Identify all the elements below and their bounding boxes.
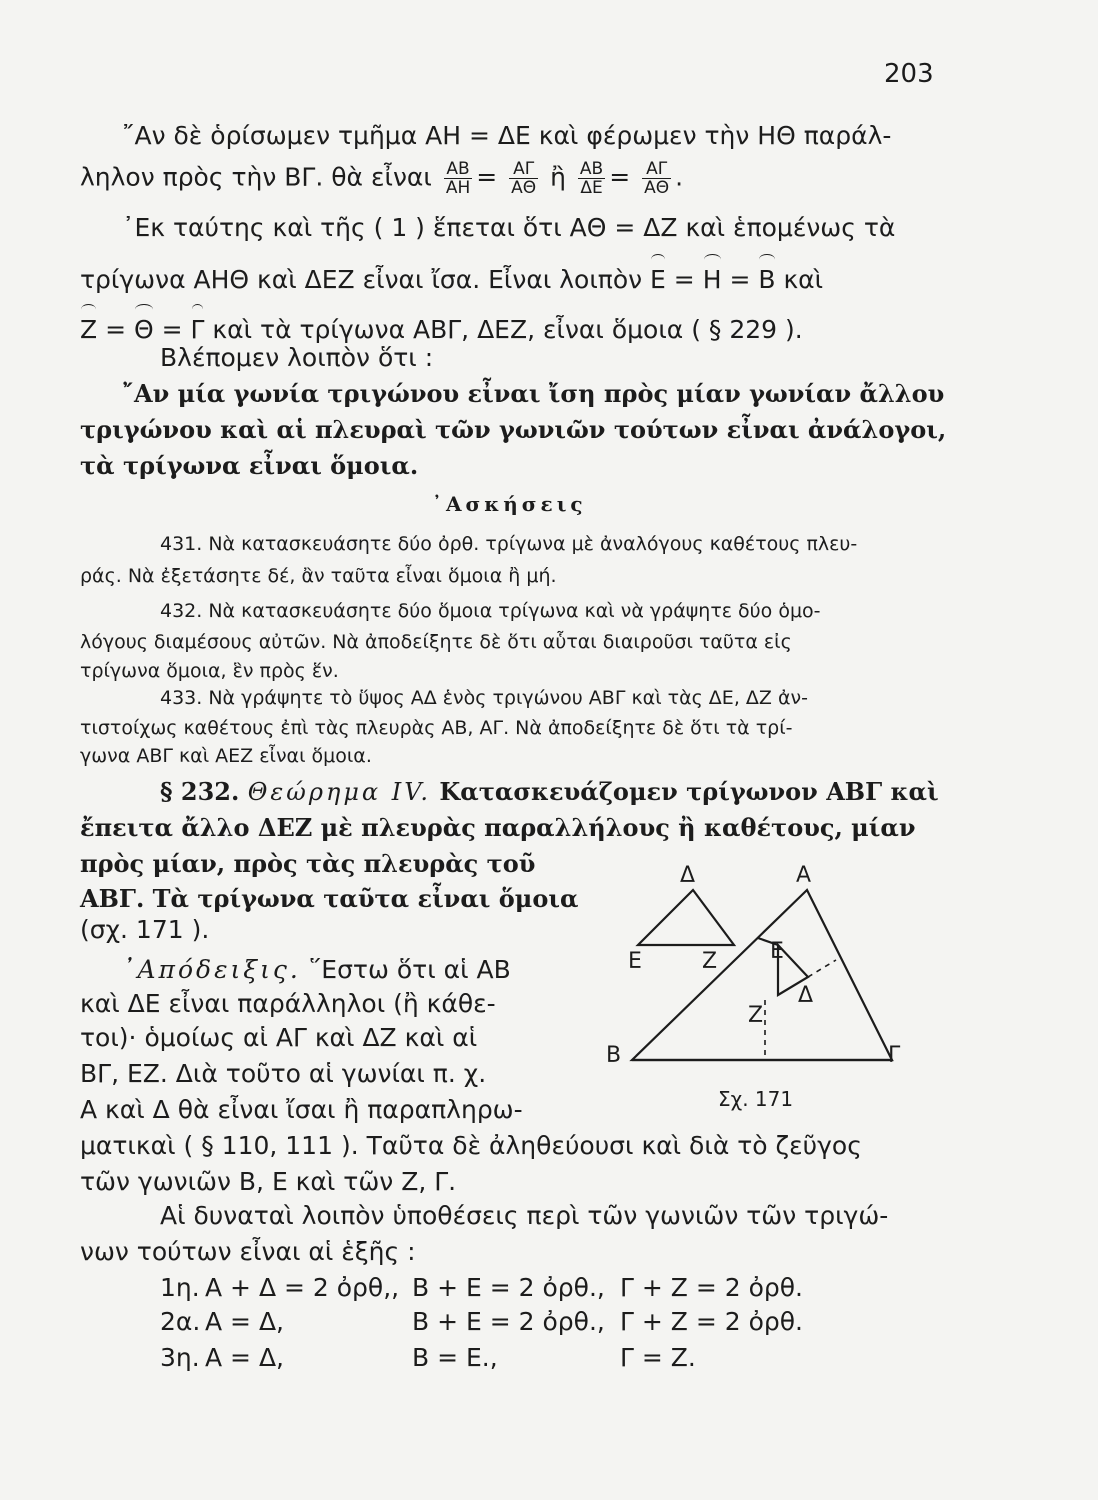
label-small-left: Ε xyxy=(628,949,642,974)
page-number: 203 xyxy=(884,59,934,89)
or-word: ἢ xyxy=(550,162,566,192)
theorem-line-2: τριγώνου καὶ αἱ πλευραὶ τῶν γωνιῶν τούτων εἶναι ἀνάλογοι, xyxy=(80,415,947,444)
label-inner-e: Ε xyxy=(770,939,784,964)
period: . xyxy=(675,162,684,192)
para1-line4: τρίγωνα ΑΗΘ καὶ ΔΕΖ εἶναι ἴσα. Εἶναι λοιπὸν Ε = Η = Β καὶ xyxy=(80,265,824,294)
small-triangle-dez xyxy=(638,890,734,945)
proof-line4: ΒΓ, ΕΖ. Διὰ τοῦτο αἱ γωνίαι π. χ. xyxy=(80,1059,487,1088)
fraction-ag-ath: $\frac{A\Gamma}{A\Theta}$ xyxy=(511,159,537,198)
label-inner-d: Δ xyxy=(798,983,814,1008)
theorem-title: Θεώρημα IV. xyxy=(247,778,432,806)
fraction-ab-ah: $\frac{AB}{AH}$ xyxy=(445,159,471,198)
section-232-line4: ΑΒΓ. Τὰ τρίγωνα ταῦτα εἶναι ὅμοια xyxy=(80,884,579,913)
label-big-top: Α xyxy=(796,863,812,888)
exercise-431-line2: ράς. Νὰ ἐξετάσητε δέ, ἂν ταῦτα εἶναι ὅμοια ἢ μή. xyxy=(80,565,557,587)
exercise-431-line1: 431. Νὰ κατασκευάσητε δύο ὀρθ. τρίγωνα μὲ ἀναλόγους καθέτους πλευ- xyxy=(160,533,858,555)
label-small-top: Δ xyxy=(680,863,696,888)
proof-label: ᾿Απόδειξις. xyxy=(122,955,301,984)
equals-sign: = xyxy=(476,162,498,192)
dashed-side xyxy=(808,960,836,977)
fraction-ab-de: $\frac{AB}{\Delta E}$ xyxy=(579,159,604,198)
case-1-c2: Β + Ε = 2 ὀρθ., xyxy=(412,1273,605,1302)
case-3-c1: Α = Δ, xyxy=(205,1343,284,1372)
angle-th: Θ xyxy=(133,315,154,344)
exercise-432-line1: 432. Νὰ κατασκευάσητε δύο ὅμοια τρίγωνα καὶ νὰ γράψητε δύο ὁμο- xyxy=(160,600,821,622)
case-3-c3: Γ = Ζ. xyxy=(620,1343,696,1372)
proof-line7: τῶν γωνιῶν Β, Ε καὶ τῶν Ζ, Γ. xyxy=(80,1167,457,1196)
para1-line5-text: καὶ τὰ τρίγωνα ΑΒΓ, ΔΕΖ, εἶναι ὅμοια ( § 229 ). xyxy=(212,315,803,344)
exercise-432-line2: λόγους διαμέσους αὐτῶν. Νὰ ἀποδείξητε δὲ ὅτι αὗται διαιροῦσι ταῦτα εἰς xyxy=(80,631,792,653)
case-2-c1: Α = Δ, xyxy=(205,1307,284,1336)
para1-line4-text: τρίγωνα ΑΗΘ καὶ ΔΕΖ εἶναι ἴσα. Εἶναι λοιπὸν xyxy=(80,265,643,294)
section-232-line2: ἔπειτα ἄλλο ΔΕΖ μὲ πλευρὰς παραλλήλους ἢ καθέτους, μίαν xyxy=(80,813,916,842)
intro-line: Βλέπομεν λοιπὸν ὅτι : xyxy=(160,343,434,372)
para1-line2-text: ληλον πρὸς τὴν ΒΓ. θὰ εἶναι xyxy=(80,162,432,192)
section-232-line1-text: Κατασκευάζομεν τρίγωνον ΑΒΓ καὶ xyxy=(439,777,939,806)
case-2-c2: Β + Ε = 2 ὀρθ., xyxy=(412,1307,605,1336)
label-inner-z: Ζ xyxy=(748,1003,764,1028)
angle-z: Ζ xyxy=(80,315,98,344)
figure-caption: Σχ. 171 xyxy=(718,1087,794,1111)
para1-line1: ῎Αν δὲ ὁρίσωμεν τμῆμα ΑΗ = ΔΕ καὶ φέρωμεν τὴν ΗΘ παράλ- xyxy=(122,121,892,150)
exercise-433-line2: τιστοίχως καθέτους ἐπὶ τὰς πλευρὰς ΑΒ, ΑΓ. Νὰ ἀποδείξητε δὲ ὅτι τὰ τρί- xyxy=(80,717,793,739)
proof-line8: Αἱ δυναταὶ λοιπὸν ὑποθέσεις περὶ τῶν γωνιῶν τῶν τριγώ- xyxy=(160,1201,889,1230)
angle-h: Η xyxy=(702,265,722,294)
label-small-right: Ζ xyxy=(702,949,718,974)
big-triangle-abg xyxy=(632,890,892,1060)
fraction-ag-ath-2: $\frac{A\Gamma}{A\Theta}$ xyxy=(644,159,670,198)
exercise-432-line3: τρίγωνα ὅμοια, ἓν πρὸς ἕν. xyxy=(80,660,339,682)
proof-line2: καὶ ΔΕ εἶναι παράλληλοι (ἢ κάθε- xyxy=(80,989,496,1018)
label-big-right: Γ xyxy=(888,1043,901,1068)
para1-line2 xyxy=(80,160,683,197)
equals-sign: = xyxy=(609,162,631,192)
para1-line5: Ζ = Θ = Γ καὶ τὰ τρίγωνα ΑΒΓ, ΔΕΖ, εἶναι ὅμοια ( § 229 ). xyxy=(80,315,803,344)
section-number: § 232. xyxy=(160,777,240,806)
case-1-c1: Α + Δ = 2 ὀρθ,, xyxy=(205,1273,400,1302)
proof-line1-text: ῞Εστω ὅτι αἱ ΑΒ xyxy=(308,955,511,984)
para1-line4-end: καὶ xyxy=(783,265,824,294)
case-1-c3: Γ + Ζ = 2 ὀρθ. xyxy=(620,1273,803,1302)
proof-line6: ματικαὶ ( § 110, 111 ). Ταῦτα δὲ ἀληθεύουσι καὶ διὰ τὸ ζεῦγος xyxy=(80,1131,862,1160)
case-2-c3: Γ + Ζ = 2 ὀρθ. xyxy=(620,1307,803,1336)
section-232-line3: πρὸς μίαν, πρὸς τὰς πλευρὰς τοῦ xyxy=(80,849,536,878)
proof-line3: τοι)· ὁμοίως αἱ ΑΓ καὶ ΔΖ καὶ αἱ xyxy=(80,1023,478,1052)
section-232-line1 xyxy=(160,776,939,808)
label-big-left: Β xyxy=(606,1043,622,1068)
proof-line5: Α καὶ Δ θὰ εἶναι ἴσαι ἢ παραπληρω- xyxy=(80,1095,523,1124)
proof-line1 xyxy=(122,954,511,986)
case-3-c2: Β = Ε., xyxy=(412,1343,498,1372)
angle-g: Γ xyxy=(190,315,205,344)
case-1-label: 1η. xyxy=(160,1273,200,1302)
exercises-heading: ᾿Ασκήσεις xyxy=(432,492,587,516)
case-3-label: 3η. xyxy=(160,1343,200,1372)
proof-line9: νων τούτων εἶναι αἱ ἑξῆς : xyxy=(80,1237,416,1266)
exercise-433-line1: 433. Νὰ γράψητε τὸ ὕψος ΑΔ ἑνὸς τριγώνου ΑΒΓ καὶ τὰς ΔΕ, ΔΖ ἀν- xyxy=(160,687,808,709)
section-232-line5: (σχ. 171 ). xyxy=(80,915,210,944)
case-2-label: 2α. xyxy=(160,1307,201,1336)
para1-line3: ᾿Εκ ταύτης καὶ τῆς ( 1 ) ἕπεται ὅτι ΑΘ = ΔΖ καὶ ἑπομένως τὰ xyxy=(122,213,896,242)
angle-e: Ε xyxy=(650,265,666,294)
exercise-433-line3: γωνα ΑΒΓ καὶ ΑΕΖ εἶναι ὅμοια. xyxy=(80,745,372,767)
angle-b: Β xyxy=(758,265,776,294)
theorem-line-3: τὰ τρίγωνα εἶναι ὅμοια. xyxy=(80,451,419,480)
figure-171 xyxy=(600,850,940,1120)
theorem-line-1: ῎Αν μία γωνία τριγώνου εἶναι ἴση πρὸς μίαν γωνίαν ἄλλου xyxy=(122,379,945,408)
